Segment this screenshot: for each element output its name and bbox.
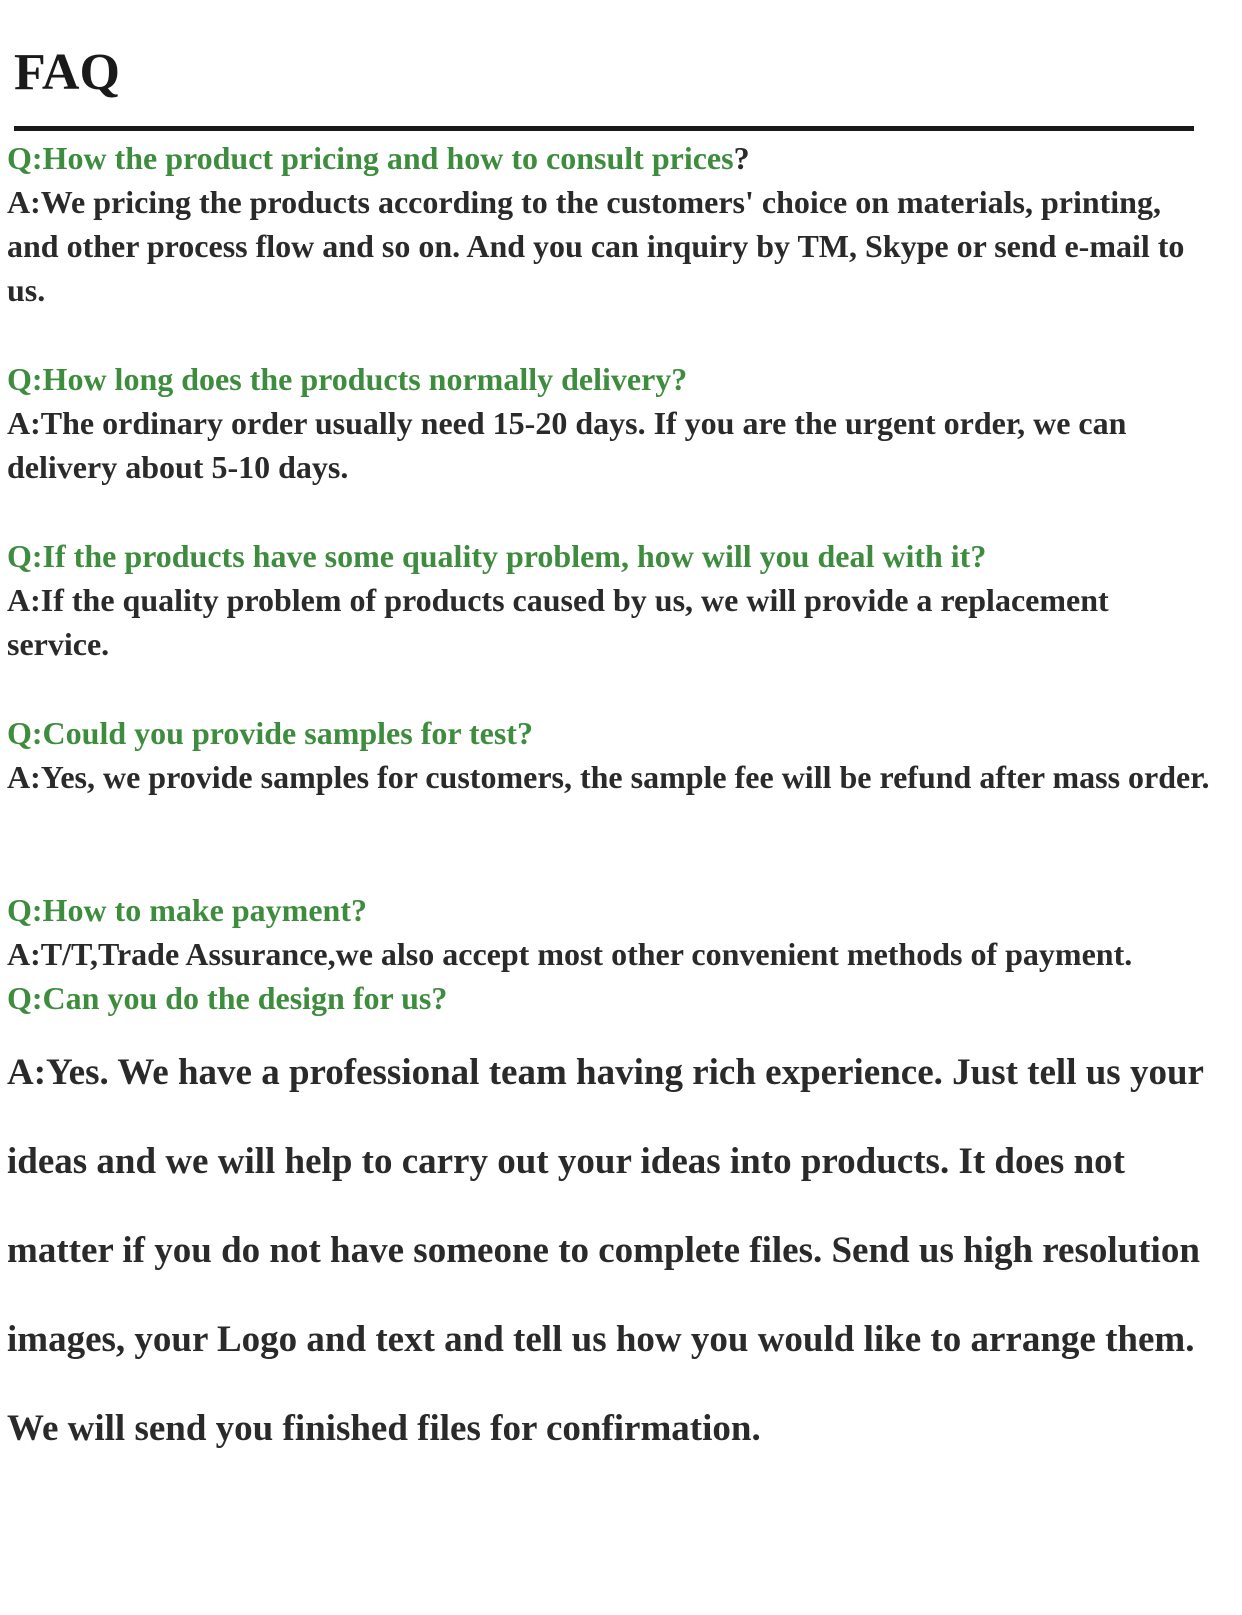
page-title: FAQ [14, 44, 120, 101]
faq-question: Q:Can you do the design for us? [7, 980, 448, 1016]
faq-question: Q:Could you provide samples for test? [7, 715, 533, 751]
faq-answer: A:The ordinary order usually need 15-20 days. If you are the urgent order, we can delivery about 5-10 days. [7, 405, 1127, 485]
faq-item-pricing [7, 136, 1217, 312]
faq-item-payment [7, 888, 1217, 976]
faq-answer: A:T/T,Trade Assurance,we also accept most other convenient methods of payment. [7, 936, 1133, 972]
faq-question-text: Q:How the product pricing and how to consult prices [7, 140, 734, 176]
faq-answer: A:Yes. We have a professional team having rich experience. Just tell us your ideas and we will help to carry out your ideas into products. It does not matter if you do not have someone to complete files. Send us high resolution images, your Logo and text and tell us how you would like to arrange them. We will send you finished files for confirmation. [7, 1052, 1204, 1449]
faq-question: Q:If the products have some quality problem, how will you deal with it? [7, 538, 987, 574]
faq-item-quality [7, 534, 1217, 666]
title-divider [14, 126, 1194, 131]
faq-answer: A:Yes, we provide samples for customers, the sample fee will be refund after mass order. [7, 759, 1210, 795]
faq-item-delivery [7, 357, 1217, 489]
faq-question-mark: ? [733, 140, 750, 176]
faq-item-design [7, 976, 1217, 1473]
faq-question: Q:How long does the products normally delivery? [7, 361, 688, 397]
faq-answer: A:If the quality problem of products caused by us, we will provide a replacement service. [7, 582, 1109, 662]
faq-answer: A:We pricing the products according to the customers' choice on materials, printing, and other process flow and so on. And you can inquiry by TM, Skype or send e-mail to us. [7, 184, 1185, 308]
faq-question [7, 136, 1217, 180]
faq-question: Q:How to make payment? [7, 892, 367, 928]
faq-item-samples [7, 711, 1217, 799]
